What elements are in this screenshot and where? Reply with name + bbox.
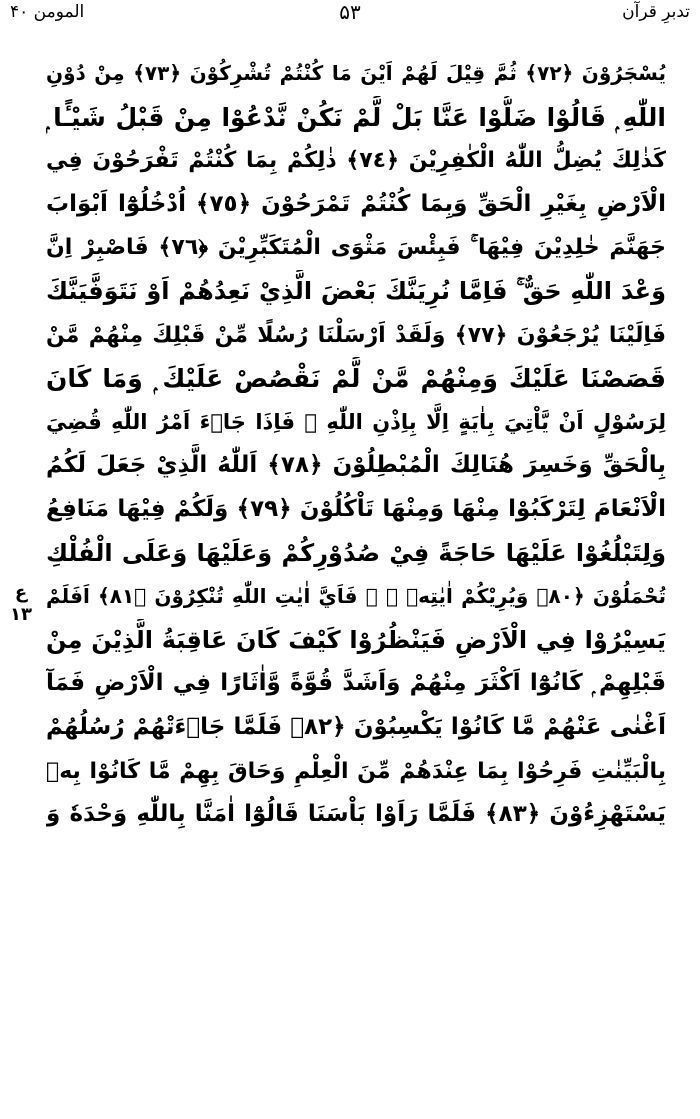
- verse-line: بِالْبَيِّنٰتِ فَرِحُوْا بِمَا عِنْدَهُمْ مِّنَ الْعِلْمِ وَحَاقَ بِهِمْ مَّا كَانُوْا بِهٖ: [46, 758, 666, 784]
- surah-reference: المومن ۴۰: [10, 2, 85, 22]
- page-number: ۵۳: [339, 0, 361, 24]
- ruku-marker: [4, 582, 38, 626]
- verse-line: قَصَصْنَا عَلَيْكَ وَمِنْهُمْ مَّنْ لَّمْ نَقْصُصْ عَلَيْكَ ۭ وَمَا كَانَ: [46, 364, 666, 394]
- verse-line: الْاَنْعَامَ لِتَرْكَبُوْا مِنْهَا وَمِنْهَا تَاْكُلُوْنَ ﴿٧٩﴾ وَلَكُمْ فِيْهَا مَنَافِعُ: [46, 495, 666, 522]
- verse-line: وَعْدَ اللّٰهِ حَقٌّ ۚ فَاِمَّا نُرِيَنَّكَ بَعْضَ الَّذِيْ نَعِدُهُمْ اَوْ نَتَوَفَّيَنَّكَ: [46, 276, 666, 305]
- verse-line: قَبْلِهِمْ ۭ كَانُوْٓا اَكْثَرَ مِنْهُمْ وَاَشَدَّ قُوَّةً وَّاٰثَارًا فِي الْاَرْضِ فَمَآ: [46, 670, 666, 697]
- verse-line: لِرَسُوْلٍ اَنْ يَّاْتِيَ بِاٰيَةٍ اِلَّا بِاِذْنِ اللّٰهِ ۚ فَاِذَا جَاۗءَ اَمْرُ اللّٰهِ قُضِيَ: [46, 409, 666, 434]
- book-title: تدبرِ قرآن: [622, 2, 690, 22]
- verse-line: اَغْنٰى عَنْهُمْ مَّا كَانُوْا يَكْسِبُوْنَ ﴿٨٢﴾ فَلَمَّا جَاۗءَتْهُمْ رُسُلُهُمْ: [46, 713, 666, 740]
- verse-line: اللّٰهِ ۭ قَالُوْا ضَلُّوْا عَنَّا بَلْ لَّمْ نَكُنْ نَّدْعُوْا مِنْ قَبْلُ شَيْـًٔا ۭ: [46, 102, 666, 132]
- verse-line: بِالْحَقِّ وَخَسِرَ هُنَالِكَ الْمُبْطِلُوْنَ ﴿٧٨﴾ اَللّٰهُ الَّذِيْ جَعَلَ لَكُمُ: [46, 452, 666, 479]
- verse-line: تُحْمَلُوْنَ ﴿٨٠﴾ وَيُرِيْكُمْ اٰيٰتِهٖ ۤ ۖ فَاَيَّ اٰيٰتِ اللّٰهِ تُنْكِرُوْنَ ﴿٨١﴾ اَفَلَمْ: [46, 584, 666, 609]
- verse-line: يُسْجَرُوْنَ ﴿٧٢﴾ ثُمَّ قِيْلَ لَهُمْ اَيْنَ مَا كُنْتُمْ تُشْرِكُوْنَ ﴿٧٣﴾ مِنْ دُوْنِ: [46, 61, 666, 85]
- verse-line: الْاَرْضِ بِغَيْرِ الْحَقِّ وَبِمَا كُنْتُمْ تَمْرَحُوْنَ ﴿٧٥﴾ اُدْخُلُوْٓا اَبْوَابَ: [46, 190, 666, 217]
- ruku-mark: ع: [14, 582, 28, 603]
- ruku-number: ۱۳: [10, 604, 32, 625]
- verse-line: فَاِلَيْنَا يُرْجَعُوْنَ ﴿٧٧﴾ وَلَقَدْ اَرْسَلْنَا رُسُلًا مِّنْ قَبْلِكَ مِنْهُمْ مَّنْ: [46, 322, 666, 348]
- verse-line: يَسْتَهْزِءُوْنَ ﴿٨٣﴾ فَلَمَّا رَاَوْا بَاْسَنَا قَالُوْٓا اٰمَنَّا بِاللّٰهِ وَحْدَهٗ وَ: [46, 801, 666, 828]
- verse-line: جَهَنَّمَ خٰلِدِيْنَ فِيْهَا ۚ فَبِئْسَ مَثْوَى الْمُتَكَبِّرِيْنَ ﴿٧٦﴾ فَاصْبِرْ اِنَّ: [46, 235, 666, 261]
- verse-line: وَلِتَبْلُغُوْا عَلَيْهَا حَاجَةً فِيْ صُدُوْرِكُمْ وَعَلَيْهَا وَعَلَى الْفُلْكِ: [46, 538, 666, 567]
- verse-line: يَسِيْرُوْا فِي الْاَرْضِ فَيَنْظُرُوْا كَيْفَ كَانَ عَاقِبَةُ الَّذِيْنَ مِنْ: [46, 625, 666, 654]
- verse-text-block: [46, 52, 666, 837]
- verse-line: كَذٰلِكَ يُضِلُّ اللّٰهُ الْكٰفِرِيْنَ ﴿٧٤﴾ ذٰلِكُمْ بِمَا كُنْتُمْ تَفْرَحُوْنَ فِي: [46, 148, 666, 174]
